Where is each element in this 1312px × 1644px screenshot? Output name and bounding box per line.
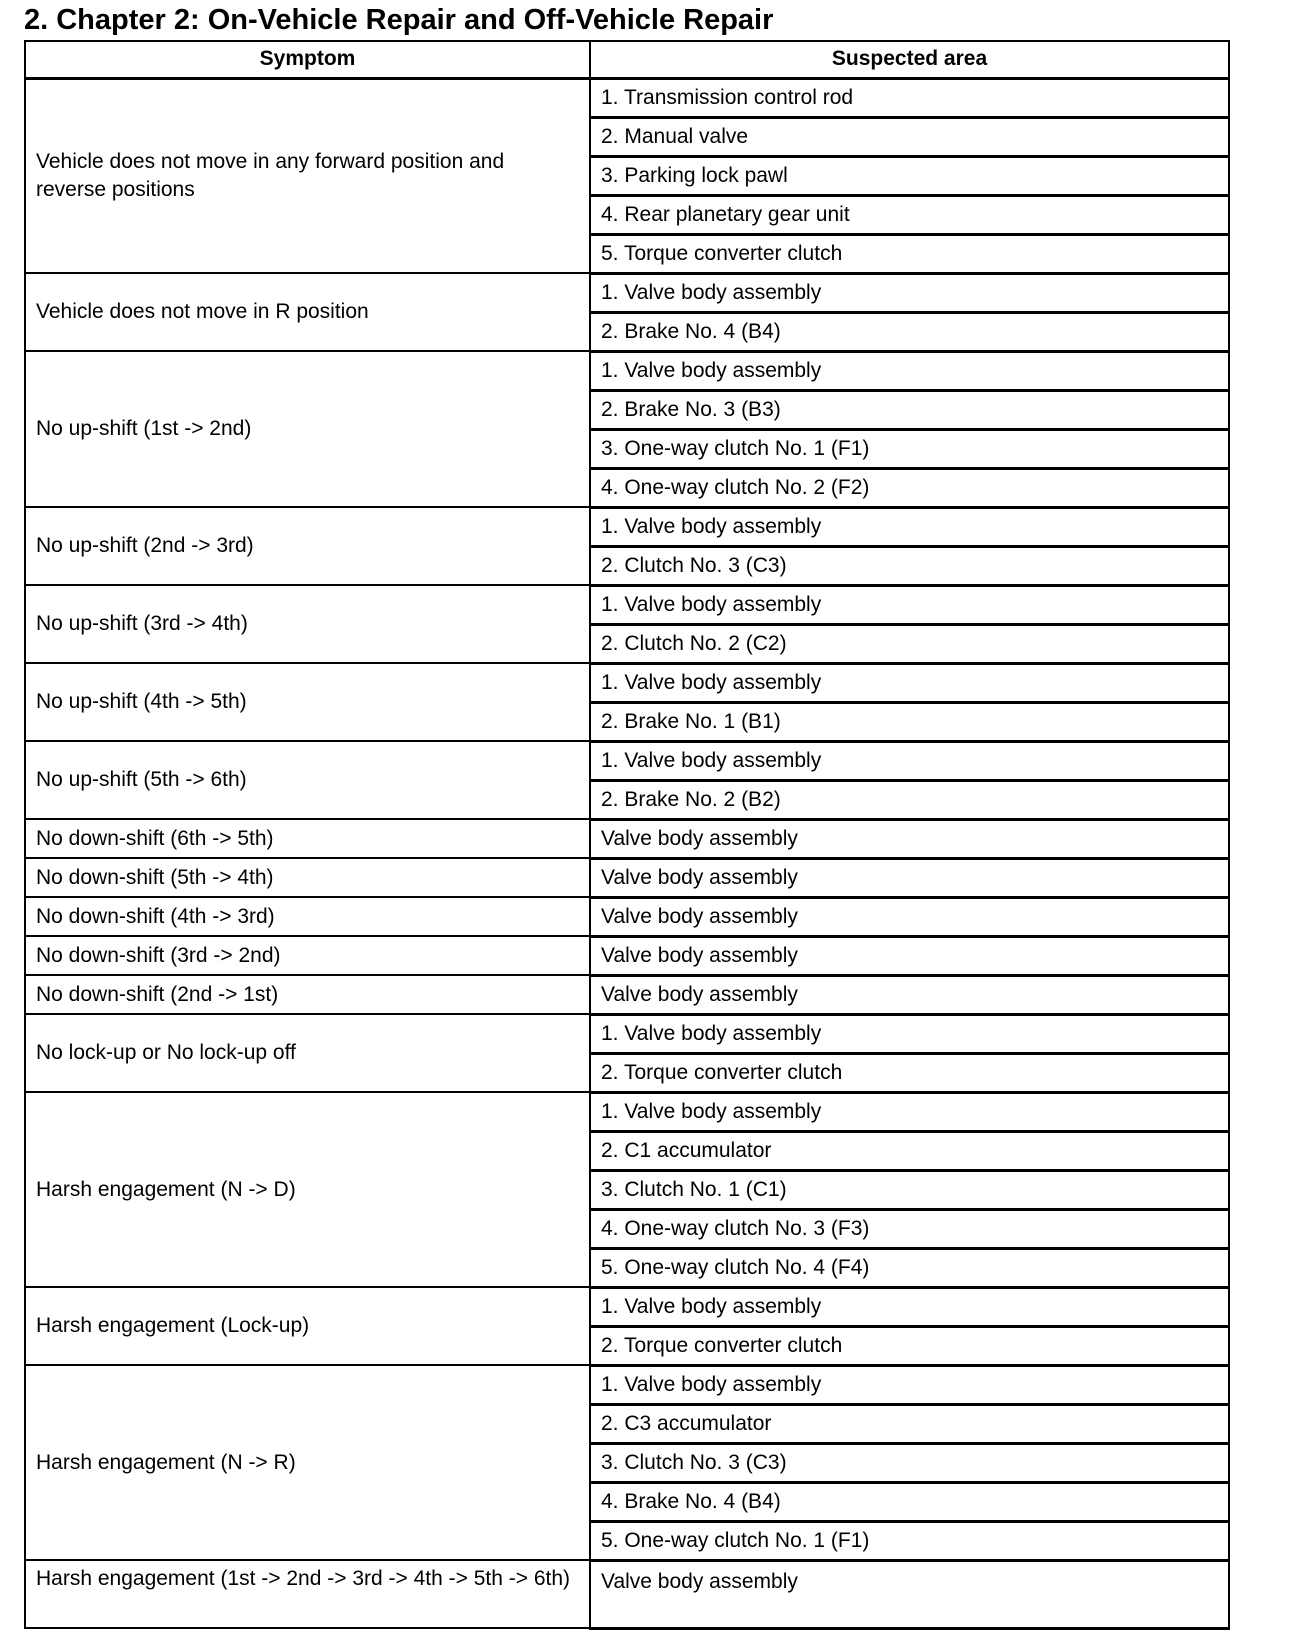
table-row <box>25 273 1229 312</box>
table-row <box>25 1287 1229 1326</box>
suspected-area-cell: 2. Brake No. 1 (B1) <box>590 702 1229 741</box>
symptom-cell: No down-shift (5th -> 4th) <box>25 858 590 897</box>
suspected-area-cell: 1. Valve body assembly <box>590 1092 1229 1131</box>
table-row <box>25 507 1229 546</box>
table-body <box>25 78 1229 1628</box>
table-row <box>25 897 1229 936</box>
table-row <box>25 741 1229 780</box>
suspected-area-cell: Valve body assembly <box>590 897 1229 936</box>
suspected-area-cell: 1. Valve body assembly <box>590 741 1229 780</box>
suspected-area-cell: 2. Brake No. 4 (B4) <box>590 312 1229 351</box>
table-row <box>25 975 1229 1014</box>
suspected-area-cell: 5. One-way clutch No. 4 (F4) <box>590 1248 1229 1287</box>
suspected-area-cell: 3. One-way clutch No. 1 (F1) <box>590 429 1229 468</box>
suspected-area-cell: 1. Valve body assembly <box>590 273 1229 312</box>
symptom-cell: Harsh engagement (Lock-up) <box>25 1287 590 1365</box>
symptom-cell: Vehicle does not move in any forward position and reverse positions <box>25 78 590 273</box>
suspected-area-cell: 1. Transmission control rod <box>590 78 1229 117</box>
suspected-area-cell: 2. Brake No. 2 (B2) <box>590 780 1229 819</box>
suspected-area-cell: 2. C3 accumulator <box>590 1404 1229 1443</box>
table-row <box>25 1092 1229 1131</box>
table-row <box>25 351 1229 390</box>
suspected-area-cell: 4. Brake No. 4 (B4) <box>590 1482 1229 1521</box>
symptom-cell: No up-shift (4th -> 5th) <box>25 663 590 741</box>
suspected-area-cell: 1. Valve body assembly <box>590 585 1229 624</box>
symptom-cell: No up-shift (1st -> 2nd) <box>25 351 590 507</box>
suspected-area-cell: 2. Torque converter clutch <box>590 1053 1229 1092</box>
symptom-cell: Harsh engagement (N -> D) <box>25 1092 590 1287</box>
table-row <box>25 663 1229 702</box>
symptom-cell: No lock-up or No lock-up off <box>25 1014 590 1092</box>
suspected-area-cell: 1. Valve body assembly <box>590 1014 1229 1053</box>
suspected-area-cell: 2. Brake No. 3 (B3) <box>590 390 1229 429</box>
symptom-cell: No down-shift (3rd -> 2nd) <box>25 936 590 975</box>
suspected-area-cell: 4. One-way clutch No. 3 (F3) <box>590 1209 1229 1248</box>
suspected-area-cell: Valve body assembly <box>590 819 1229 858</box>
suspected-area-cell: 1. Valve body assembly <box>590 507 1229 546</box>
symptom-cell: Harsh engagement (1st -> 2nd -> 3rd -> 4th -> 5th -> 6th) <box>25 1560 590 1628</box>
symptom-cell: Vehicle does not move in R position <box>25 273 590 351</box>
table-row <box>25 78 1229 117</box>
suspected-area-cell: 3. Parking lock pawl <box>590 156 1229 195</box>
table-row <box>25 858 1229 897</box>
symptom-cell: No down-shift (2nd -> 1st) <box>25 975 590 1014</box>
suspected-area-cell: 4. One-way clutch No. 2 (F2) <box>590 468 1229 507</box>
suspected-area-cell: 4. Rear planetary gear unit <box>590 195 1229 234</box>
table-row <box>25 585 1229 624</box>
symptom-table <box>24 40 1230 1630</box>
suspected-area-cell: 1. Valve body assembly <box>590 1365 1229 1404</box>
symptom-cell: No down-shift (6th -> 5th) <box>25 819 590 858</box>
table-row <box>25 1560 1229 1628</box>
page-title: 2. Chapter 2: On-Vehicle Repair and Off-Vehicle Repair <box>24 4 774 36</box>
suspected-area-cell: 1. Valve body assembly <box>590 351 1229 390</box>
symptom-cell: Harsh engagement (N -> R) <box>25 1365 590 1560</box>
suspected-area-cell: 2. Clutch No. 3 (C3) <box>590 546 1229 585</box>
suspected-area-cell: Valve body assembly <box>590 975 1229 1014</box>
suspected-area-cell: 2. Manual valve <box>590 117 1229 156</box>
suspected-area-cell: Valve body assembly <box>590 1560 1229 1628</box>
symptom-cell: No up-shift (3rd -> 4th) <box>25 585 590 663</box>
table-row <box>25 819 1229 858</box>
suspected-area-cell: 5. One-way clutch No. 1 (F1) <box>590 1521 1229 1560</box>
symptom-cell: No up-shift (2nd -> 3rd) <box>25 507 590 585</box>
table-row <box>25 1365 1229 1404</box>
suspected-area-cell: 1. Valve body assembly <box>590 1287 1229 1326</box>
suspected-area-column-header: Suspected area <box>590 41 1229 78</box>
table-header-row <box>25 41 1229 78</box>
suspected-area-cell: 2. Clutch No. 2 (C2) <box>590 624 1229 663</box>
suspected-area-cell: 2. C1 accumulator <box>590 1131 1229 1170</box>
symptom-cell: No down-shift (4th -> 3rd) <box>25 897 590 936</box>
suspected-area-cell: 2. Torque converter clutch <box>590 1326 1229 1365</box>
suspected-area-cell: 5. Torque converter clutch <box>590 234 1229 273</box>
table-row <box>25 1014 1229 1053</box>
suspected-area-cell: 3. Clutch No. 3 (C3) <box>590 1443 1229 1482</box>
suspected-area-cell: Valve body assembly <box>590 936 1229 975</box>
suspected-area-cell: Valve body assembly <box>590 858 1229 897</box>
table-row <box>25 936 1229 975</box>
suspected-area-cell: 3. Clutch No. 1 (C1) <box>590 1170 1229 1209</box>
suspected-area-cell: 1. Valve body assembly <box>590 663 1229 702</box>
symptom-column-header: Symptom <box>25 41 590 78</box>
symptom-cell: No up-shift (5th -> 6th) <box>25 741 590 819</box>
